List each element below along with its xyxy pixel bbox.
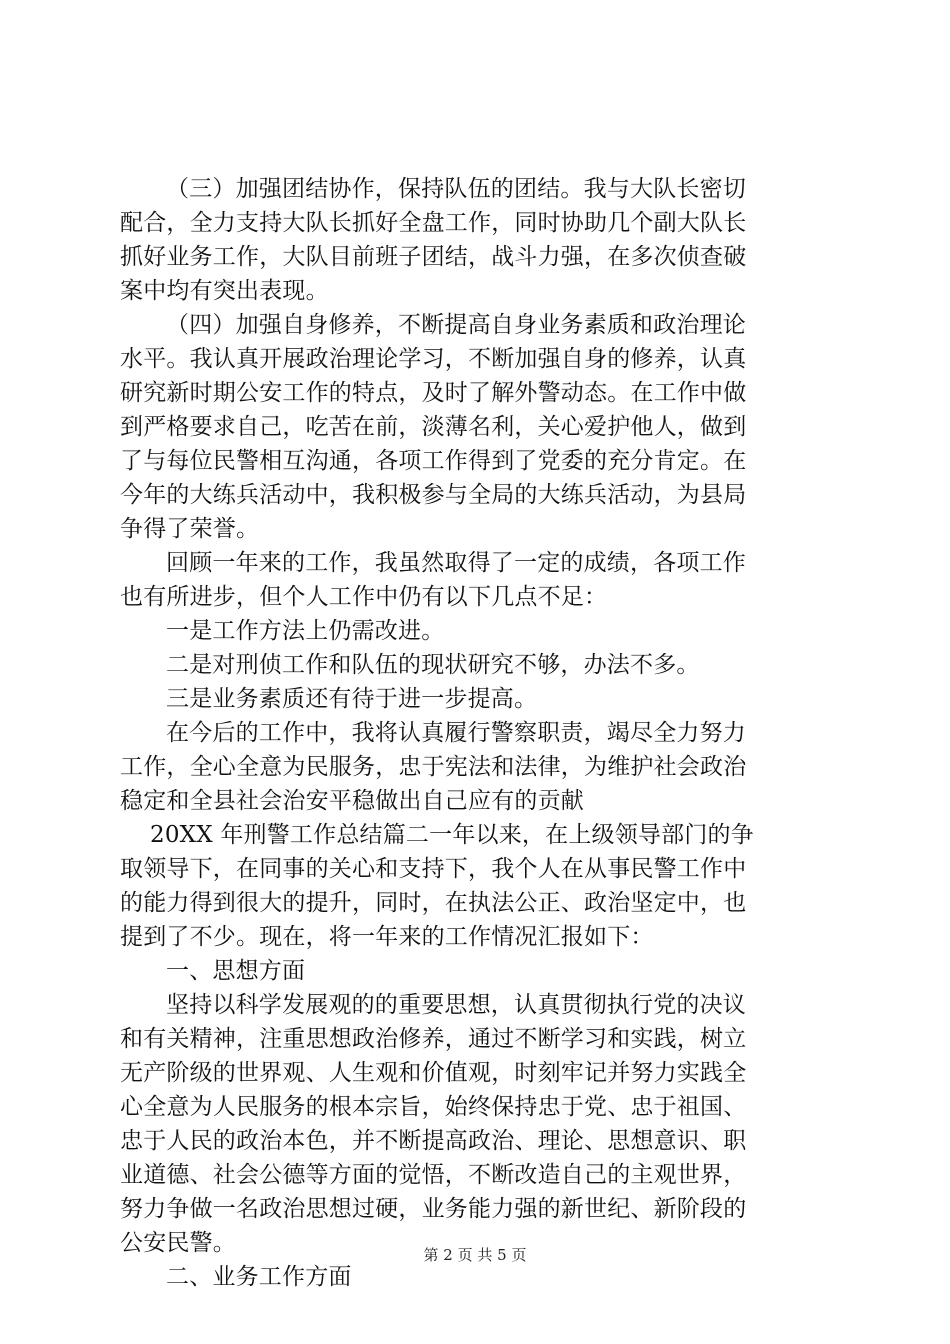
document-body	[120, 172, 832, 1294]
document-line: 心全意为人民服务的根本宗旨，始终保持忠于党、忠于祖国、	[120, 1094, 747, 1120]
document-line: 三是业务素质还有待于进一步提高。	[166, 686, 538, 712]
document-line: 案中均有突出表现。	[120, 278, 329, 304]
document-line: 研究新时期公安工作的特点，及时了解外警动态。在工作中做	[120, 380, 747, 406]
document-line: 坚持以科学发展观的的重要思想，认真贯彻执行党的决议	[166, 992, 746, 1018]
document-line: （三）加强团结协作，保持队伍的团结。我与大队长密切	[166, 176, 746, 202]
document-line: 在今后的工作中，我将认真履行警察职责，竭尽全力努力	[166, 720, 746, 746]
document-line: 二是对刑侦工作和队伍的现状研究不够，办法不多。	[166, 652, 700, 678]
document-line: 的能力得到很大的提升，同时，在执法公正、政治坚定中，也	[120, 890, 747, 916]
document-line: 取领导下，在同事的关心和支持下，我个人在从事民警工作中	[120, 856, 747, 882]
document-line: 到严格要求自己，吃苦在前，淡薄名利，关心爱护他人，做到	[120, 414, 747, 440]
document-line: 水平。我认真开展政治理论学习，不断加强自身的修养，认真	[120, 346, 747, 372]
document-line: 回顾一年来的工作，我虽然取得了一定的成绩，各项工作	[166, 550, 746, 576]
document-line: 工作，全心全意为民服务，忠于宪法和法律，为维护社会政治	[120, 754, 747, 780]
document-line: 20XX 年刑警工作总结篇二一年以来，在上级领导部门的争	[150, 822, 754, 848]
document-line: 公安民警。	[120, 1230, 236, 1256]
document-line: 二、业务工作方面	[166, 1264, 352, 1290]
document-line: 忠于人民的政治本色，并不断提高政治、理论、思想意识、职	[120, 1128, 747, 1154]
document-line: 一、思想方面	[166, 958, 306, 984]
document-line: 也有所进步，但个人工作中仍有以下几点不足：	[120, 584, 608, 610]
document-line: 抓好业务工作，大队目前班子团结，战斗力强，在多次侦查破	[120, 244, 747, 270]
document-line: （四）加强自身修养，不断提高自身业务素质和政治理论	[166, 312, 746, 338]
document-line: 努力争做一名政治思想过硬，业务能力强的新世纪、新阶段的	[120, 1196, 747, 1222]
document-line: 业道德、社会公德等方面的觉悟，不断改造自己的主观世界，	[120, 1162, 747, 1188]
document-line: 和有关精神，注重思想政治修养，通过不断学习和实践，树立	[120, 1026, 747, 1052]
document-line: 稳定和全县社会治安平稳做出自己应有的贡献	[120, 788, 584, 814]
document-line: 了与每位民警相互沟通，各项工作得到了党委的充分肯定。在	[120, 448, 747, 474]
document-line: 争得了荣誉。	[120, 516, 260, 542]
document-line: 一是工作方法上仍需改进。	[166, 618, 445, 644]
page-number: 第 2 页 共 5 页	[423, 1246, 527, 1264]
document-line: 提到了不少。现在，将一年来的工作情况汇报如下：	[120, 924, 654, 950]
document-line: 配合，全力支持大队长抓好全盘工作，同时协助几个副大队长	[120, 210, 747, 236]
document-line: 无产阶级的世界观、人生观和价值观，时刻牢记并努力实践全	[120, 1060, 747, 1086]
document-line: 今年的大练兵活动中，我积极参与全局的大练兵活动，为县局	[120, 482, 747, 508]
